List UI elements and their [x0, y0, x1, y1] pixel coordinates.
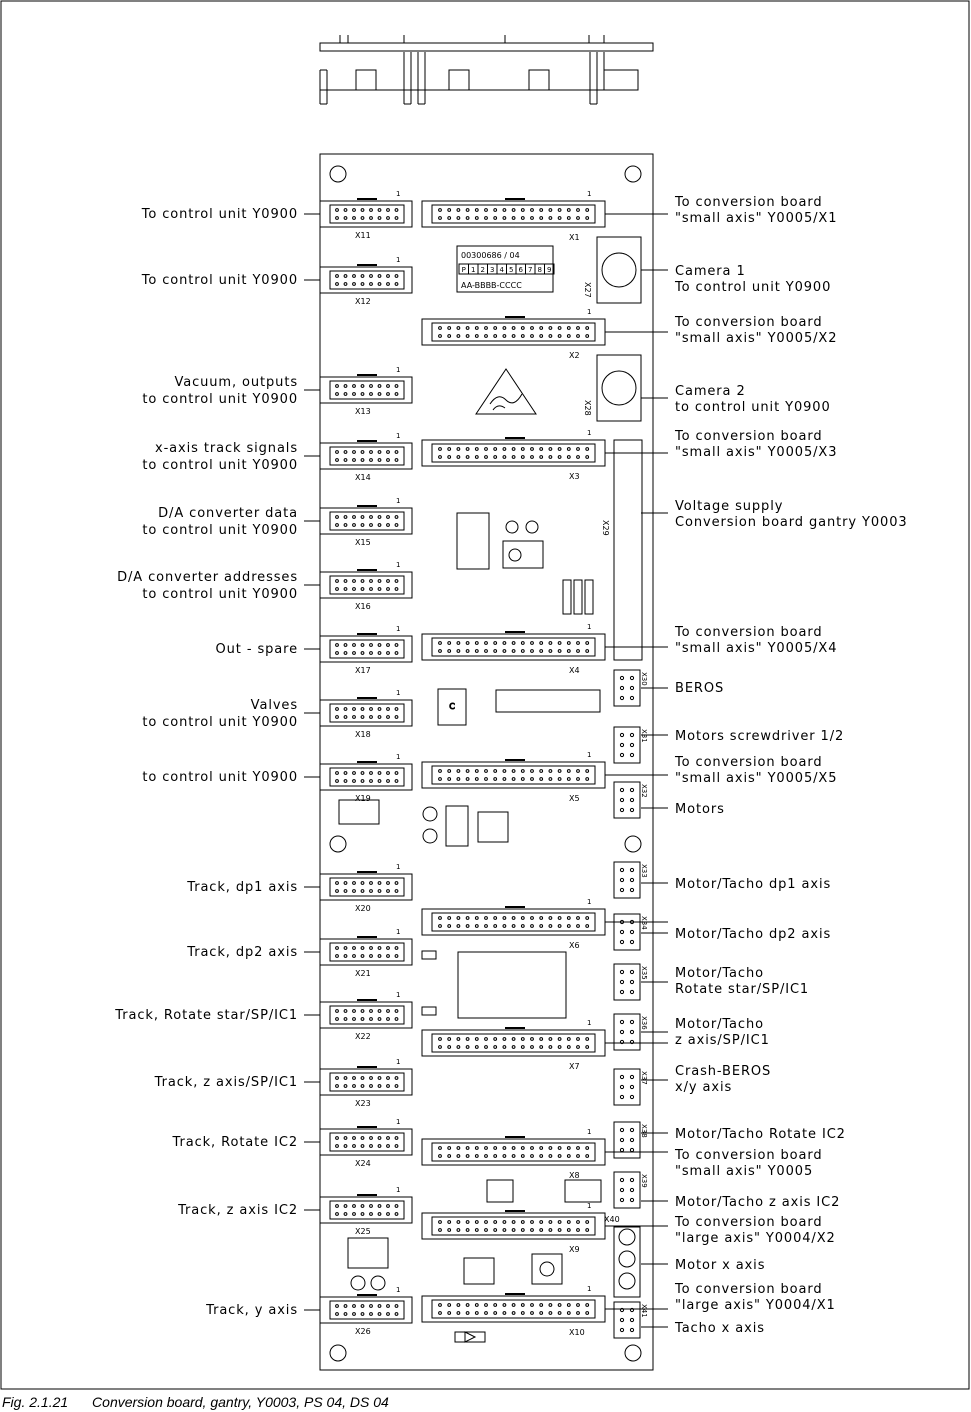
- connector-x1: [422, 190, 668, 242]
- left-label-line: to control unit Y0900: [142, 587, 298, 602]
- connector-x3: [422, 429, 668, 481]
- right-label-line: BEROS: [675, 681, 725, 696]
- right-label-line: Motor/Tacho: [675, 966, 764, 981]
- connector-designator: X5: [569, 794, 580, 803]
- part-label-block: [457, 246, 554, 292]
- right-label-line: z axis/SP/IC1: [675, 1033, 770, 1048]
- connector-designator: X18: [355, 730, 371, 739]
- p-cell: P: [461, 266, 466, 274]
- right-label-line: To conversion board: [675, 195, 823, 210]
- left-label-line: D/A converter addresses: [117, 570, 298, 585]
- right-label-line: "small axis" Y0005: [675, 1164, 814, 1179]
- connector-x5: [422, 751, 668, 803]
- connector-x2: [422, 308, 668, 360]
- left-label-line: Track, y axis: [206, 1303, 298, 1318]
- connector-designator: X6: [569, 941, 580, 950]
- right-label-line: Crash-BEROS: [675, 1064, 772, 1079]
- pin1-marker: 1: [396, 256, 401, 264]
- right-label-line: "small axis" Y0005/X4: [675, 641, 838, 656]
- pin1-marker: 1: [396, 432, 401, 440]
- connector-x6: [422, 898, 668, 950]
- p-cell: 7: [528, 266, 533, 274]
- connector-designator: X37: [640, 1071, 648, 1085]
- pin1-marker: 1: [396, 1186, 401, 1194]
- right-label-line: x/y axis: [675, 1080, 733, 1095]
- right-label-line: Motor/Tacho z axis IC2: [675, 1195, 841, 1210]
- right-label-line: To conversion board: [675, 755, 823, 770]
- connector-designator: X28: [583, 400, 592, 416]
- connector-designator: X12: [355, 297, 371, 306]
- left-label-line: Vacuum, outputs: [174, 375, 298, 390]
- pin1-marker: 1: [396, 366, 401, 374]
- connector-designator: X7: [569, 1062, 580, 1071]
- right-label-line: To conversion board: [675, 1148, 823, 1163]
- right-label-line: "large axis" Y0004/X1: [675, 1298, 836, 1313]
- components: [339, 513, 601, 1342]
- connector-x38: [614, 1122, 648, 1158]
- right-label-line: Camera 2: [675, 384, 746, 399]
- pin1-marker: 1: [587, 1285, 592, 1293]
- left-label-line: Track, dp1 axis: [187, 880, 298, 895]
- right-label-line: To conversion board: [675, 625, 823, 640]
- pin1-marker: 1: [587, 623, 592, 631]
- connector-designator: X31: [640, 729, 648, 743]
- connector-designator: X8: [569, 1171, 580, 1180]
- pin1-marker: 1: [396, 1118, 401, 1126]
- p-row: [459, 264, 554, 274]
- connector-designator: X32: [640, 784, 648, 798]
- connector-x9: [422, 1202, 668, 1254]
- right-label-line: To conversion board: [675, 315, 823, 330]
- connector-designator: X3: [569, 472, 580, 481]
- p-cell: 6: [518, 266, 523, 274]
- right-label-line: Motor x axis: [675, 1258, 766, 1273]
- connector-designator: X39: [640, 1174, 648, 1188]
- motor-connector-x40: [614, 1227, 640, 1297]
- pin1-marker: 1: [587, 190, 592, 198]
- left-label-line: To control unit Y0900: [141, 273, 298, 288]
- right-labels: [641, 195, 908, 1336]
- pin1-marker: 1: [587, 1019, 592, 1027]
- camera-sockets: [597, 237, 641, 421]
- p-cell: 2: [480, 266, 485, 274]
- right-label-line: "small axis" Y0005/X3: [675, 445, 838, 460]
- connector-designator: X2: [569, 351, 580, 360]
- pin1-marker: 1: [396, 561, 401, 569]
- right-label-line: Motor/Tacho dp2 axis: [675, 927, 832, 942]
- pin1-marker: 1: [396, 753, 401, 761]
- connector-designator: X14: [355, 473, 371, 482]
- pin1-marker: 1: [396, 928, 401, 936]
- connector-designator: X38: [640, 1124, 648, 1138]
- connector-designator: X41: [640, 1304, 648, 1318]
- voltage-connector-x29: [614, 440, 642, 660]
- left-label-line: to control unit Y0900: [142, 392, 298, 407]
- right-label-line: Camera 1: [675, 264, 746, 279]
- left-label-line: Track, dp2 axis: [187, 945, 298, 960]
- p-cell: 8: [537, 266, 542, 274]
- connector-designator: X34: [640, 916, 648, 930]
- pin1-marker: 1: [396, 1286, 401, 1294]
- connector-designator: X36: [640, 1016, 648, 1030]
- right-label-line: Motors screwdriver 1/2: [675, 729, 845, 744]
- left-label-line: Valves: [250, 698, 298, 713]
- right-label-line: To control unit Y0900: [675, 280, 832, 295]
- connector-designator: X10: [569, 1328, 585, 1337]
- right-label-line: Conversion board gantry Y0003: [675, 515, 908, 530]
- right-label-line: Rotate star/SP/IC1: [675, 982, 810, 997]
- connector-designator: X23: [355, 1099, 371, 1108]
- left-label-line: Track, Rotate star/SP/IC1: [115, 1008, 298, 1023]
- right-label-line: Tacho x axis: [675, 1321, 765, 1336]
- connector-designator: X25: [355, 1227, 371, 1236]
- connector-designator: X20: [355, 904, 371, 913]
- pin1-marker: 1: [396, 863, 401, 871]
- pin1-marker: 1: [396, 1058, 401, 1066]
- pin1-marker: 1: [587, 429, 592, 437]
- right-label-line: To conversion board: [675, 429, 823, 444]
- connector-designator: X30: [640, 672, 648, 686]
- left-label-line: to control unit Y0900: [142, 523, 298, 538]
- connector-designator: X21: [355, 969, 371, 978]
- left-label-line: Track, Rotate IC2: [172, 1135, 298, 1150]
- connector-designator: X16: [355, 602, 371, 611]
- p-cell: 5: [509, 266, 514, 274]
- right-label-line: "large axis" Y0004/X2: [675, 1231, 836, 1246]
- figure-caption: [2, 1394, 409, 1410]
- connector-x37: [614, 1069, 648, 1105]
- connector-designator: X26: [355, 1327, 371, 1336]
- p-cell: 3: [490, 266, 495, 274]
- right-label-line: To conversion board: [675, 1215, 823, 1230]
- right-label-line: Voltage supply: [675, 499, 784, 514]
- left-label-line: To control unit Y0900: [141, 207, 298, 222]
- right-label-line: "small axis" Y0005/X2: [675, 331, 838, 346]
- connector-x41: [614, 1302, 648, 1338]
- connector-x4: [422, 623, 668, 675]
- left-label-line: D/A converter data: [158, 506, 298, 521]
- left-label-line: Out - spare: [215, 642, 298, 657]
- connector-designator: X22: [355, 1032, 371, 1041]
- pin1-marker: 1: [396, 497, 401, 505]
- esd-warning-icon: [476, 369, 536, 414]
- p-cell: 4: [499, 266, 504, 274]
- connector-x39: [614, 1172, 648, 1208]
- left-label-line: to control unit Y0900: [142, 770, 298, 785]
- left-label-line: Track, z axis IC2: [178, 1203, 298, 1218]
- connector-designator: X29: [601, 520, 610, 536]
- left-labels: [114, 207, 298, 1318]
- svg-text:C: C: [449, 702, 455, 711]
- pin1-marker: 1: [396, 625, 401, 633]
- connector-designator: X33: [640, 864, 648, 878]
- connector-x7: [422, 1019, 668, 1071]
- right-label-line: To conversion board: [675, 1282, 823, 1297]
- p-cell: 1: [471, 266, 476, 274]
- figure-number: Fig. 2.1.21: [2, 1394, 69, 1410]
- right-label-line: "small axis" Y0005/X1: [675, 211, 838, 226]
- left-label-line: to control unit Y0900: [142, 715, 298, 730]
- right-label-line: to control unit Y0900: [675, 400, 831, 415]
- connector-designator: X9: [569, 1245, 580, 1254]
- connector-designator: X19: [355, 794, 371, 803]
- connector-designator: X40: [604, 1215, 620, 1224]
- connector-designator: X13: [355, 407, 371, 416]
- left-label-line: Track, z axis/SP/IC1: [154, 1075, 298, 1090]
- connector-designator: X11: [355, 231, 371, 240]
- connector-x34: [614, 914, 648, 950]
- connector-designator: X4: [569, 666, 580, 675]
- pin1-marker: 1: [587, 751, 592, 759]
- connectors-and-leaders: [304, 190, 668, 1338]
- board-side-view: [320, 35, 653, 104]
- pin1-marker: 1: [587, 308, 592, 316]
- connector-designator: X1: [569, 233, 580, 242]
- right-label-line: Motors: [675, 802, 725, 817]
- connector-x33: [614, 862, 648, 898]
- connector-designator: X15: [355, 538, 371, 547]
- connector-designator: X24: [355, 1159, 371, 1168]
- left-label-line: x-axis track signals: [154, 441, 298, 456]
- pin1-marker: 1: [396, 689, 401, 697]
- pin1-marker: 1: [396, 991, 401, 999]
- pin1-marker: 1: [587, 898, 592, 906]
- p-cell: 9: [547, 266, 552, 274]
- left-label-line: to control unit Y0900: [142, 458, 298, 473]
- pin1-marker: 1: [587, 1128, 592, 1136]
- connector-x32: [614, 782, 648, 818]
- figure-title: Conversion board, gantry, Y0003, PS 04, DS 04: [92, 1394, 389, 1410]
- right-label-line: Motor/Tacho dp1 axis: [675, 877, 832, 892]
- part-number: 00300686 / 04: [461, 251, 520, 260]
- right-label-line: Motor/Tacho: [675, 1017, 764, 1032]
- connector-designator: X35: [640, 966, 648, 980]
- pin1-marker: 1: [396, 190, 401, 198]
- connector-designator: X27: [583, 282, 592, 298]
- part-code: AA-BBBB-CCCC: [461, 281, 522, 290]
- right-label-line: Motor/Tacho Rotate IC2: [675, 1127, 846, 1142]
- connector-designator: X17: [355, 666, 371, 675]
- connector-x31: [614, 727, 648, 763]
- pin1-marker: 1: [587, 1202, 592, 1210]
- right-label-line: "small axis" Y0005/X5: [675, 771, 838, 786]
